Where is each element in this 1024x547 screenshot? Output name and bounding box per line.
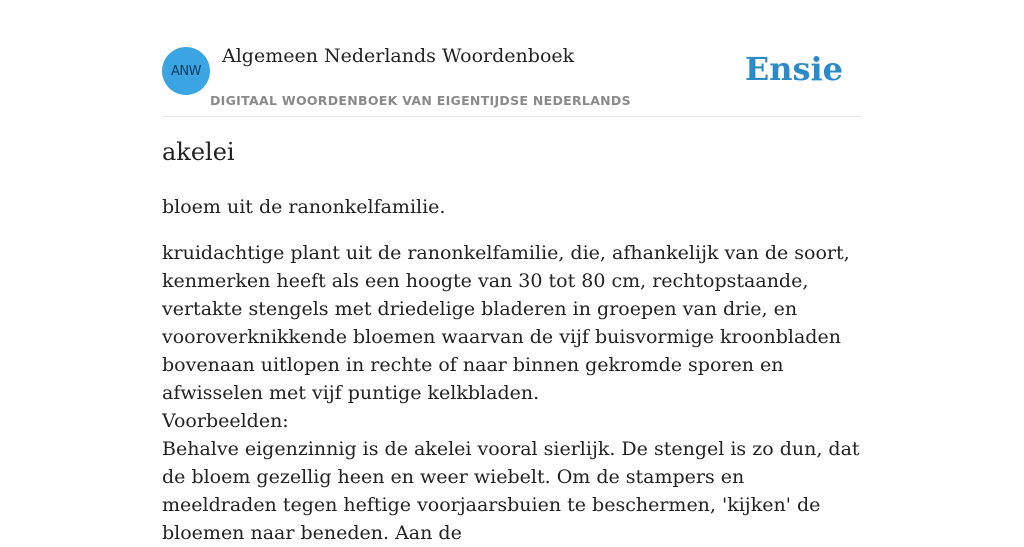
page	[162, 0, 862, 544]
long-definition: kruidachtige plant uit de ranonkelfamilie, die, afhankelijk van de soort, kenmerken heeft als een hoogte van 30 tot 80 cm, rechtopstaande, vertakte stengels met driedelige bladeren in groepen van drie, en vooroverknikkende bloemen waarvan de vijf buisvormige kroonbladen bovenaan uitlopen in rechte of naar binnen gekromde sporen en afwisselen met vijf puntige kelkbladen.	[162, 242, 850, 404]
short-definition: bloem uit de ranonkelfamilie.	[162, 196, 446, 218]
examples-section	[162, 407, 862, 547]
headword: akelei	[162, 138, 235, 166]
site-header	[162, 0, 862, 117]
site-subtitle: DIGITAAL WOORDENBOEK VAN EIGENTIJDSE NEDERLANDS	[210, 93, 631, 108]
anw-logo-text: ANW	[171, 63, 201, 79]
examples-label: Voorbeelden:	[162, 410, 289, 432]
ensie-brand-logo[interactable]: Ensie	[744, 50, 843, 88]
site-title[interactable]: Algemeen Nederlands Woordenboek	[222, 45, 575, 67]
example-text: Behalve eigenzinnig is de akelei vooral sierlijk. De stengel is zo dun, dat de bloem gezellig heen en weer wiebelt. Om de stampers en meeldraden tegen heftige voorjaarsbuien te beschermen, 'kijken' de bloemen naar beneden. Aan de	[162, 438, 860, 544]
anw-logo[interactable]	[162, 47, 210, 95]
